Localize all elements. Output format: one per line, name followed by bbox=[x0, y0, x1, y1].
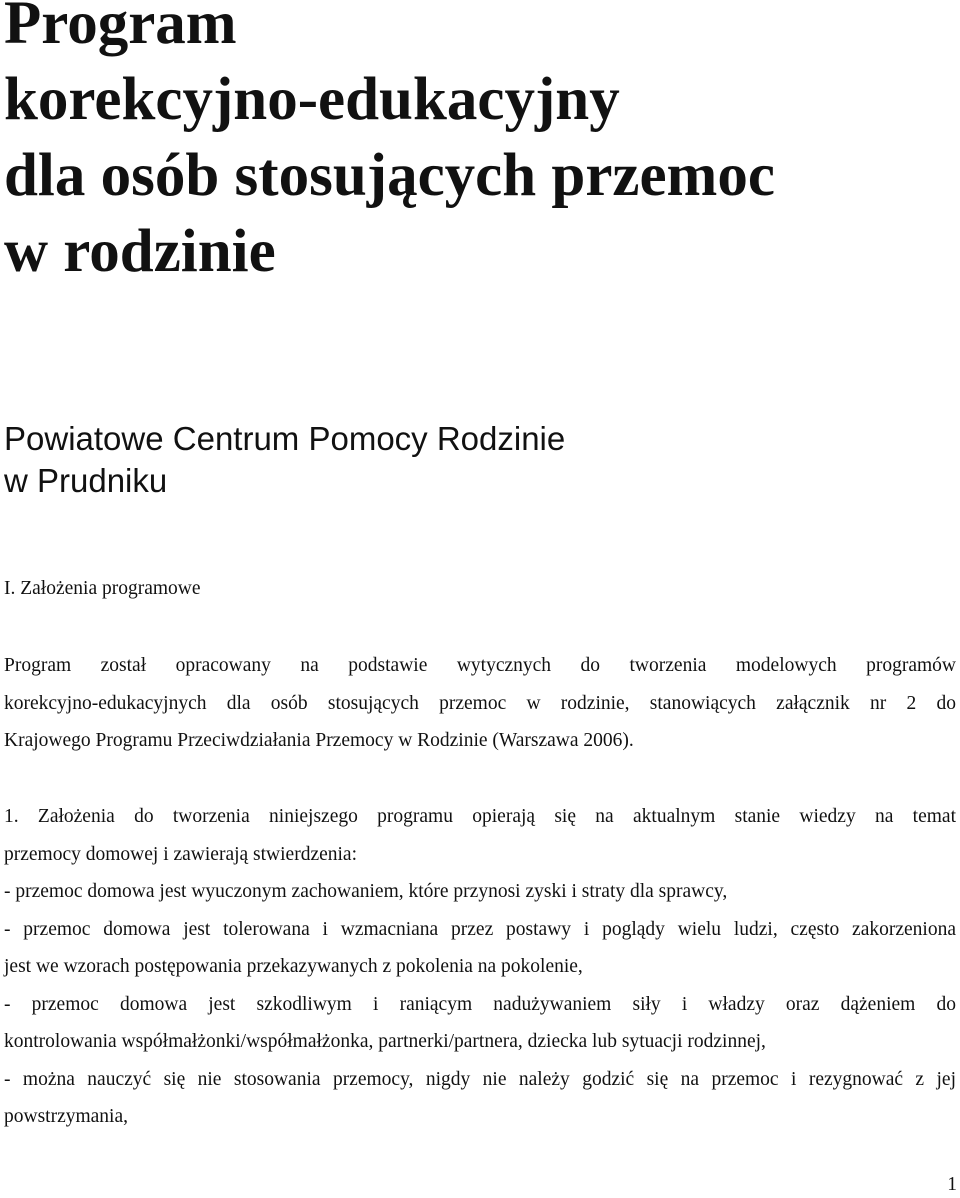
organization-line: Powiatowe Centrum Pomocy Rodzinie bbox=[4, 420, 566, 457]
list-item: - przemoc domowa jest tolerowana i wzmacniana przez postawy i poglądy wielu ludzi, często zakorzeniona bbox=[4, 918, 956, 940]
list-item-continuation: powstrzymania, bbox=[4, 1106, 129, 1127]
organization-name bbox=[4, 418, 565, 502]
paragraph-line: przemocy domowej i zawierają stwierdzenia: bbox=[4, 843, 358, 865]
title-line: korekcyjno-edukacyjny bbox=[4, 66, 620, 133]
organization-line: w Prudniku bbox=[4, 462, 168, 499]
list-item: - można nauczyć się nie stosowania przemocy, nigdy nie należy godzić się na przemoc i rezygnować z jej bbox=[4, 1068, 956, 1090]
title-line: Program bbox=[4, 0, 237, 57]
intro-paragraph bbox=[4, 647, 956, 760]
paragraph-line: Program został opracowany na podstawie wytycznych do tworzenia modelowych programów bbox=[4, 655, 956, 676]
paragraph-line: 1. Założenia do tworzenia niniejszego programu opierają się na aktualnym stanie wiedzy na temat bbox=[4, 806, 956, 827]
list-item-continuation: kontrolowania współmałżonki/współmałżonka, partnerki/partnera, dziecka lub sytuacji rodzinnej, bbox=[4, 1031, 766, 1052]
list-item: - przemoc domowa jest szkodliwym i raniącym nadużywaniem siły i władzy oraz dążeniem do bbox=[4, 993, 956, 1015]
page-number: 1 bbox=[947, 1174, 957, 1195]
section-heading: I. Założenia programowe bbox=[4, 578, 201, 599]
title-line: dla osób stosujących przemoc bbox=[4, 142, 775, 209]
list-item: - przemoc domowa jest wyuczonym zachowaniem, które przynosi zyski i straty dla sprawcy, bbox=[4, 881, 728, 902]
document-title bbox=[4, 0, 775, 290]
list-item-continuation: jest we wzorach postępowania przekazywanych z pokolenia na pokolenie, bbox=[4, 956, 583, 977]
paragraph-line: korekcyjno-edukacyjnych dla osób stosujących przemoc w rodzinie, stanowiących załącznik nr 2 do bbox=[4, 692, 956, 714]
assumptions-paragraph bbox=[4, 798, 956, 1136]
paragraph-line: Krajowego Programu Przeciwdziałania Przemocy w Rodzinie (Warszawa 2006). bbox=[4, 730, 634, 751]
title-line: w rodzinie bbox=[4, 218, 276, 285]
